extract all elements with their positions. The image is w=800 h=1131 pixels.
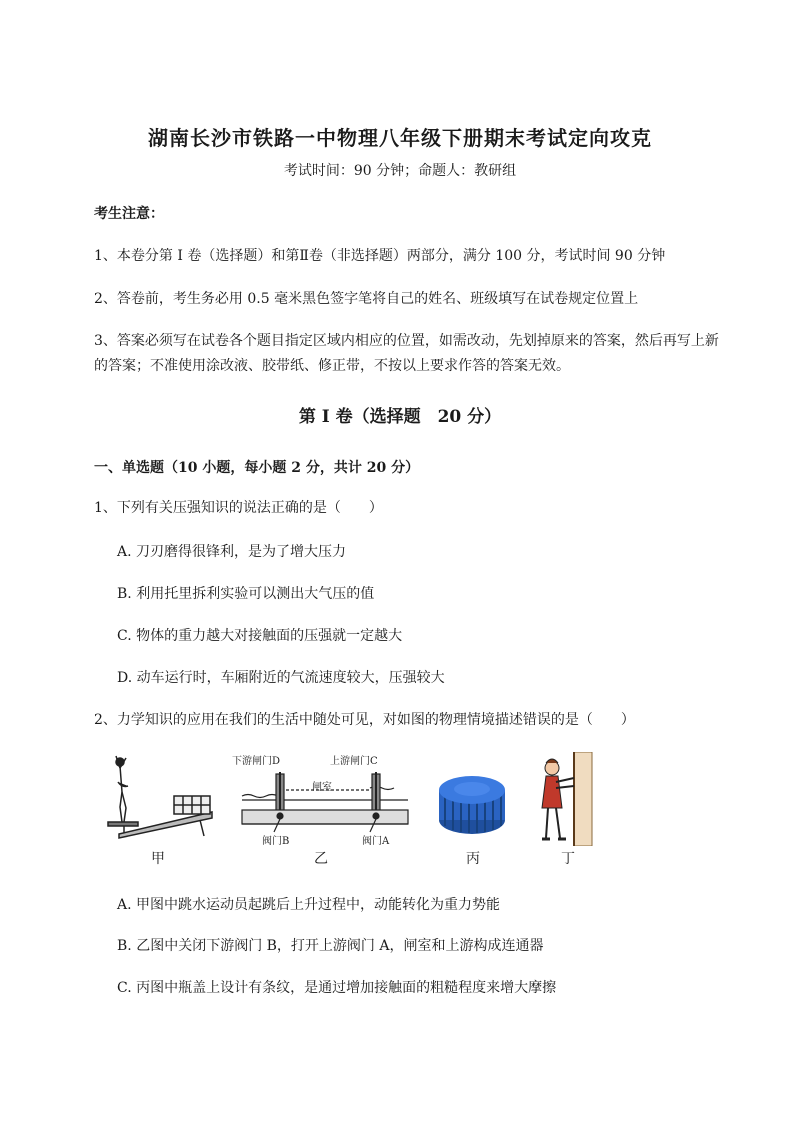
figure-label-ding: 丁 — [561, 851, 575, 867]
question-2-option-c: C. 丙图中瓶盖上设计有条纹，是通过增加接触面的粗糙程度来增大摩擦 — [117, 980, 557, 996]
notice-item-3: 3、答案必须写在试卷各个题目指定区域内相应的位置，如需改动，先划掉原来的答案，然后再写上新 — [94, 333, 719, 349]
person-pushing-wall-figure — [538, 752, 594, 846]
question-1-option-d: D. 动车运行时，车厢附近的气流速度较大，压强较大 — [117, 670, 445, 686]
question-1-stem: 1、下列有关压强知识的说法正确的是（ ） — [94, 500, 383, 516]
question-2-option-b: B. 乙图中关闭下游阀门 B，打开上游阀门 A，闸室和上游构成连通器 — [117, 938, 544, 954]
notice-item-1: 1、本卷分第 I 卷（选择题）和第Ⅱ卷（非选择题）两部分，满分 100 分，考试时间 90 分钟 — [94, 248, 666, 264]
notice-heading: 考生注意： — [94, 206, 164, 222]
notice-item-2: 2、答卷前，考生务必用 0.5 毫米黑色签字笔将自己的姓名、班级填写在试卷规定位置上 — [94, 291, 639, 307]
notice-item-3-cont: 的答案；不准使用涂改液、胶带纸、修正带，不按以上要求作答的答案无效。 — [94, 358, 570, 374]
lock-label-chamber: 闸室 — [312, 782, 332, 793]
lock-label-gate-d: 下游闸门D — [232, 756, 281, 767]
question-2-option-a: A. 甲图中跳水运动员起跳后上升过程中，动能转化为重力势能 — [117, 897, 501, 913]
page-title: 湖南长沙市铁路一中物理八年级下册期末考试定向攻克 — [148, 126, 652, 150]
bottle-cap-figure — [435, 772, 509, 838]
diver-figure — [104, 752, 216, 847]
section-title: 第 I 卷（选择题 20 分） — [298, 407, 502, 427]
part-heading: 一、单选题（10 小题，每小题 2 分，共计 20 分） — [94, 460, 420, 476]
question-1-option-c: C. 物体的重力越大对接触面的压强就一定越大 — [117, 628, 403, 644]
lock-label-gate-c: 上游闸门C — [330, 756, 378, 767]
question-1-option-a: A. 刀刃磨得很锋利，是为了增大压力 — [117, 544, 347, 560]
question-2-stem: 2、力学知识的应用在我们的生活中随处可见，对如图的物理情境描述错误的是（ ） — [94, 712, 635, 728]
figure-label-bing: 丙 — [466, 851, 480, 867]
lock-label-valve-a: 阀门A — [362, 836, 390, 847]
figure-label-yi: 乙 — [314, 851, 328, 867]
exam-info: 考试时间：90 分钟；命题人：教研组 — [283, 163, 517, 179]
lock-label-valve-b: 阀门B — [262, 836, 290, 847]
figure-label-jia: 甲 — [151, 851, 165, 867]
question-1-option-b: B. 利用托里拆利实验可以测出大气压的值 — [117, 586, 375, 602]
